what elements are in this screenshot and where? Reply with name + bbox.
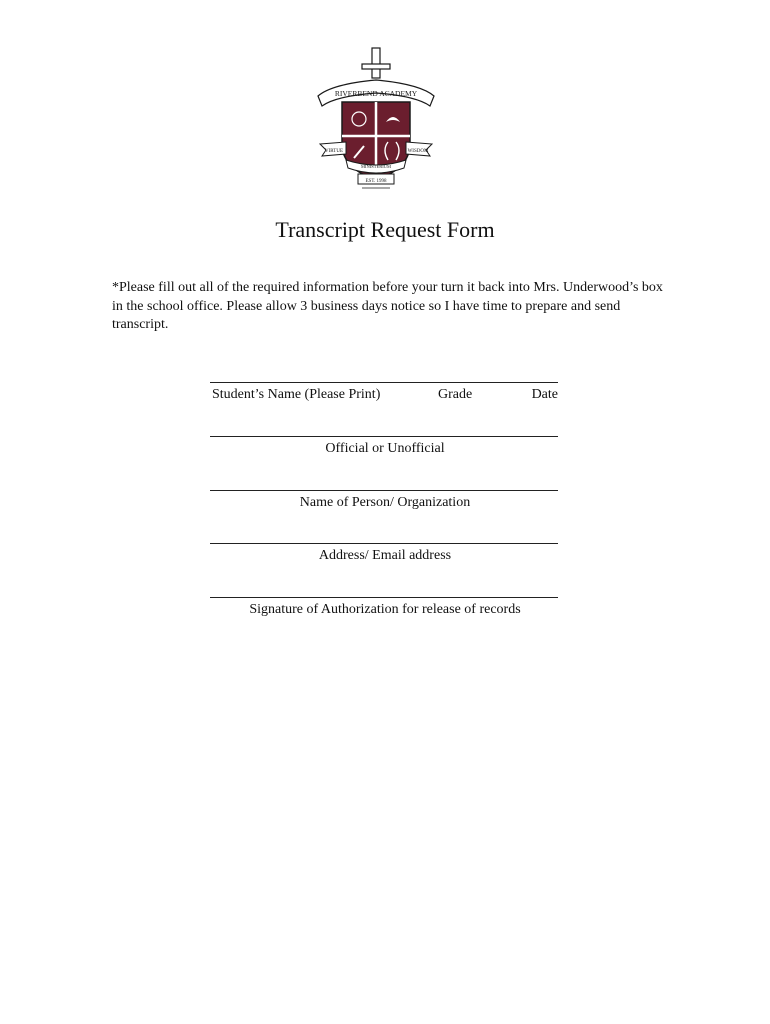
crest-right-ribbon: WISDOM — [407, 149, 429, 154]
grade-label: Grade — [438, 387, 473, 402]
signature-line — [210, 490, 558, 491]
official-label: Official or Unofficial — [325, 441, 445, 456]
signature-line — [210, 597, 558, 598]
school-crest-logo — [312, 46, 440, 194]
crest-banner-text: RIVERBEND ACADEMY — [334, 89, 418, 98]
student-info-labels — [210, 386, 560, 404]
crest-left-ribbon: VIRTUE — [324, 149, 344, 154]
signature-line — [210, 382, 558, 383]
crest-bottom-banner: MINISTERIUM — [361, 164, 391, 169]
signature-field[interactable] — [210, 597, 560, 619]
signature-label: Signature of Authorization for release of records — [249, 602, 521, 617]
crest-plaque: EST. 1998 — [365, 179, 387, 184]
official-field[interactable] — [210, 436, 560, 458]
recipient-field[interactable] — [210, 490, 560, 512]
date-label: Date — [531, 387, 558, 402]
address-field[interactable] — [210, 543, 560, 565]
student-info-field[interactable] — [210, 382, 560, 404]
address-label: Address/ Email address — [318, 548, 452, 563]
signature-line — [210, 543, 558, 544]
signature-line — [210, 436, 558, 437]
student-name-label: Student’s Name (Please Print) — [212, 387, 381, 402]
instructions-text: *Please fill out all of the required information before your turn it back into Mrs. Underwood’s box in the school office. Please allow 3 business days notice so I have time to prepare and send transcript. — [112, 280, 663, 332]
recipient-label: Name of Person/ Organization — [299, 495, 471, 510]
form-title: Transcript Request Form — [275, 217, 495, 242]
